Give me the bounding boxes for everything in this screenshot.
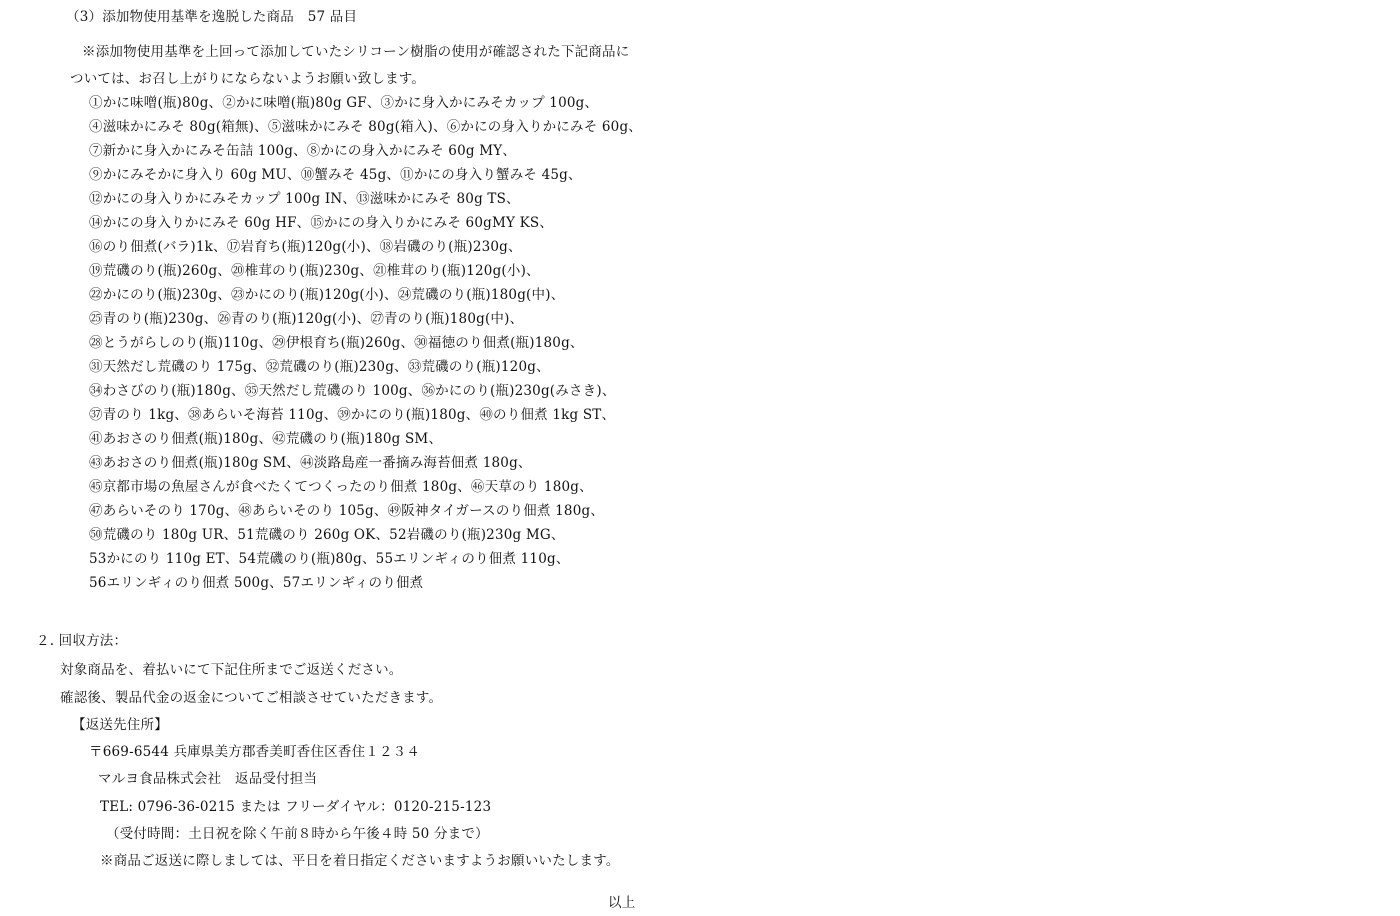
- section-3-heading: （3）添加物使用基準を逸脱した商品 57 品目: [66, 9, 358, 25]
- product-list-line: ⑦新かに身入かにみそ缶詰 100g、⑧かにの身入かにみそ 60g MY、: [89, 143, 517, 159]
- product-list-line: 53かにのり 110g ET、54荒磯のり(瓶)80g、55エリンギィのり佃煮 110g、: [89, 551, 570, 567]
- product-list-line: ㊺京都市場の魚屋さんが食べたくてつくったのり佃煮 180g、㊻天草のり 180g、: [89, 479, 593, 495]
- return-address-company: マルヨ食品株式会社 返品受付担当: [98, 771, 318, 787]
- recovery-paragraph-2: 確認後、製品代金の返金についてご相談させていただきます。: [60, 690, 443, 706]
- section-3-note-line-1: ※添加物使用基準を上回って添加していたシリコーン樹脂の使用が確認された下記商品に: [82, 44, 630, 60]
- product-list-line: ⑫かにの身入りかにみそカップ 100g IN、⑬滋味かにみそ 80g TS、: [89, 191, 520, 207]
- product-list-line: ㉒かにのり(瓶)230g、㉓かにのり(瓶)120g(小)、㉔荒磯のり(瓶)180g(中)、: [89, 287, 565, 303]
- return-address-postal: 〒669-6544 兵庫県美方郡香美町香住区香住１２３４: [89, 744, 421, 760]
- section-3-note-line-2: ついては、お召し上がりにならないようお願い致します。: [70, 71, 426, 87]
- product-list-line: ④滋味かにみそ 80g(箱無)、⑤滋味かにみそ 80g(箱入)、⑥かにの身入りかにみそ 60g、: [89, 119, 643, 135]
- product-list-line: ㉞わさびのり(瓶)180g、㉟天然だし荒磯のり 100g、㊱かにのり(瓶)230g(みさき)、: [89, 383, 616, 399]
- product-list-line: ⑲荒磯のり(瓶)260g、⑳椎茸のり(瓶)230g、㉑椎茸のり(瓶)120g(小)、: [89, 263, 540, 279]
- product-list-line: ㊿荒磯のり 180g UR、51荒磯のり 260g OK、52岩磯のり(瓶)230g MG、: [89, 527, 565, 543]
- product-list-line: ㊸あおさのり佃煮(瓶)180g SM、㊹淡路島産一番摘み海苔佃煮 180g、: [89, 455, 532, 471]
- return-address-phone: TEL: 0796-36-0215 または フリーダイヤル：0120-215-123: [100, 799, 492, 815]
- product-list-line: ㊶あおさのり佃煮(瓶)180g、㊷荒磯のり(瓶)180g SM、: [89, 431, 443, 447]
- recovery-paragraph-1: 対象商品を、着払いにて下記住所までご返送ください。: [60, 662, 403, 678]
- product-list-line: ①かに味噌(瓶)80g、②かに味噌(瓶)80g GF、③かに身入かにみそカップ 100g、: [89, 95, 599, 111]
- product-list-line: ㉕青のり(瓶)230g、㉖青のり(瓶)120g(小)、㉗青のり(瓶)180g(中)、: [89, 311, 524, 327]
- product-list-line: 56エリンギィのり佃煮 500g、57エリンギィのり佃煮: [89, 575, 424, 591]
- return-address-note: ※商品ご返送に際しましては、平日を着日指定くださいますようお願いいたします。: [100, 853, 620, 869]
- return-address-hours: （受付時間：土日祝を除く午前８時から午後４時 50 分まで）: [106, 826, 489, 842]
- product-list-line: ㉘とうがらしのり(瓶)110g、㉙伊根育ち(瓶)260g、㉚福徳のり佃煮(瓶)180g、: [89, 335, 584, 351]
- closing-mark: 以上: [608, 895, 636, 911]
- product-list-line: ㉛天然だし荒磯のり 175g、㉜荒磯のり(瓶)230g、㉝荒磯のり(瓶)120g、: [89, 359, 550, 375]
- product-list-line: ㊲青のり 1kg、㊳あらいそ海苔 110g、㊴かにのり(瓶)180g、㊵のり佃煮 1kg ST、: [89, 407, 616, 423]
- product-list-line: ⑯のり佃煮(バラ)1k、⑰岩育ち(瓶)120g(小)、⑱岩磯のり(瓶)230g、: [89, 239, 522, 255]
- product-list-line: ㊼あらいそのり 170g、㊽あらいそのり 105g、㊾阪神タイガースのり佃煮 180g、: [89, 503, 605, 519]
- product-list-line: ⑨かにみそかに身入り 60g MU、⑩蟹みそ 45g、⑪かにの身入り蟹みそ 45g、: [89, 167, 582, 183]
- recovery-method-heading: ２. 回収方法：: [36, 633, 128, 649]
- product-list-line: ⑭かにの身入りかにみそ 60g HF、⑮かにの身入りかにみそ 60gMY KS、: [89, 215, 554, 231]
- return-address-heading: 【返送先住所】: [72, 717, 168, 733]
